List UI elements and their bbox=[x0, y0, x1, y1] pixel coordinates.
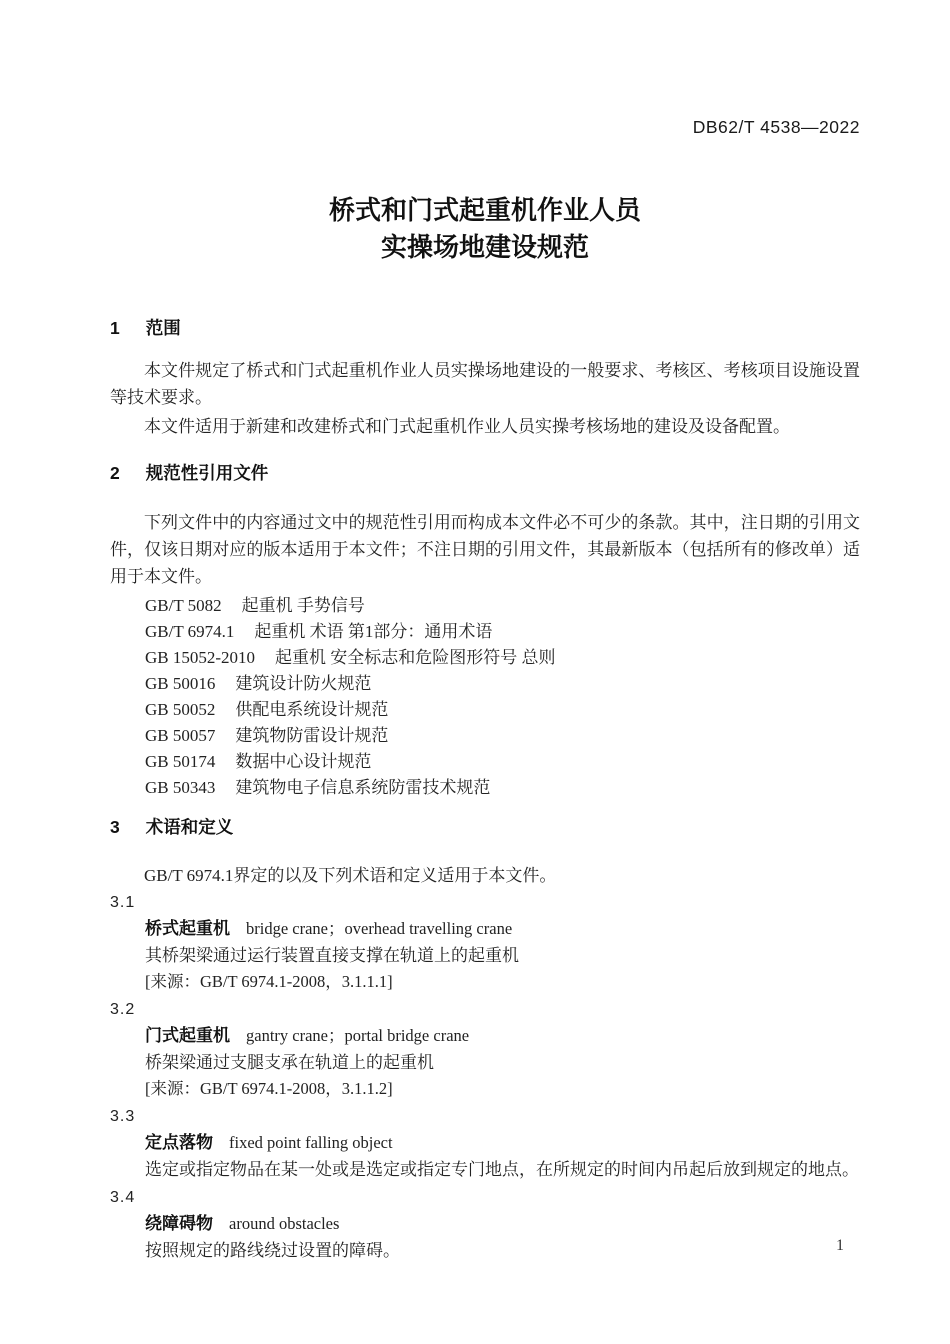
reference-title: 起重机 手势信号 bbox=[241, 596, 365, 615]
term-definition: 桥架梁通过支腿支承在轨道上的起重机 bbox=[145, 1053, 434, 1072]
term-definition: 选定或指定物品在某一处或是选定或指定专门地点，在所规定的时间内吊起后放到规定的地点。 bbox=[145, 1160, 859, 1179]
section-3-title: 术语和定义 bbox=[145, 817, 234, 837]
reference-title: 供配电系统设计规范 bbox=[235, 700, 389, 719]
reference-item bbox=[145, 619, 860, 645]
reference-title: 起重机 安全标志和危险图形符号 总则 bbox=[275, 648, 556, 667]
term-number: 3.3 bbox=[110, 1108, 136, 1125]
term-title bbox=[110, 1023, 860, 1050]
reference-code: GB 50052 bbox=[145, 700, 216, 719]
section-1-title: 范围 bbox=[145, 318, 181, 338]
term-en: fixed point falling object bbox=[229, 1133, 393, 1152]
term-zh: 绕障碍物 bbox=[145, 1214, 213, 1233]
term-en: around obstacles bbox=[229, 1214, 340, 1233]
reference-item bbox=[145, 775, 860, 801]
reference-code: GB 15052-2010 bbox=[145, 648, 256, 667]
term-number: 3.2 bbox=[110, 1001, 136, 1018]
reference-item bbox=[145, 749, 860, 775]
page-number: 1 bbox=[836, 1237, 844, 1254]
section-3-intro: GB/T 6974.1界定的以及下列术语和定义适用于本文件。 bbox=[144, 866, 557, 885]
reference-code: GB 50174 bbox=[145, 752, 216, 771]
term-number: 3.1 bbox=[110, 894, 136, 911]
term-en: gantry crane；portal bridge crane bbox=[246, 1026, 470, 1045]
term-number: 3.4 bbox=[110, 1189, 136, 1206]
page-content bbox=[110, 0, 860, 1264]
section-2-heading bbox=[110, 461, 860, 485]
document-title bbox=[110, 192, 860, 266]
reference-item bbox=[145, 697, 860, 723]
section-1-paragraph-1: 本文件规定了桥式和门式起重机作业人员实操场地建设的一般要求、考核区、考核项目设施设置等技术要求。 bbox=[110, 361, 860, 407]
section-2-number: 2 bbox=[110, 463, 120, 483]
reference-code: GB 50016 bbox=[145, 674, 216, 693]
reference-item bbox=[145, 723, 860, 749]
section-3-number: 3 bbox=[110, 817, 120, 837]
term-zh: 门式起重机 bbox=[145, 1026, 230, 1045]
reference-title: 数据中心设计规范 bbox=[235, 752, 372, 771]
term-title bbox=[110, 1211, 860, 1238]
reference-title: 起重机 术语 第1部分：通用术语 bbox=[254, 622, 493, 641]
reference-list bbox=[110, 593, 860, 801]
term-title bbox=[110, 1130, 860, 1157]
term-title bbox=[110, 916, 860, 943]
reference-item bbox=[145, 593, 860, 619]
reference-item bbox=[145, 671, 860, 697]
term-definition: 按照规定的路线绕过设置的障碍。 bbox=[145, 1241, 400, 1260]
section-3-heading bbox=[110, 815, 860, 839]
reference-code: GB 50057 bbox=[145, 726, 216, 745]
term-zh: 定点落物 bbox=[145, 1133, 213, 1152]
section-2-title: 规范性引用文件 bbox=[145, 463, 269, 483]
term-source: [来源：GB/T 6974.1-2008，3.1.1.2] bbox=[145, 1079, 393, 1098]
section-2-intro: 下列文件中的内容通过文中的规范性引用而构成本文件必不可少的条款。其中，注日期的引用文件，仅该日期对应的版本适用于本文件；不注日期的引用文件，其最新版本（包括所有的修改单）适用于本文件。 bbox=[110, 513, 860, 586]
document-title-line1: 桥式和门式起重机作业人员 bbox=[328, 195, 641, 225]
section-1-number: 1 bbox=[110, 318, 120, 338]
reference-code: GB/T 5082 bbox=[145, 596, 222, 615]
reference-code: GB/T 6974.1 bbox=[145, 622, 235, 641]
term-definition: 其桥架梁通过运行装置直接支撑在轨道上的起重机 bbox=[145, 946, 519, 965]
reference-title: 建筑物防雷设计规范 bbox=[235, 726, 389, 745]
document-title-line2: 实操场地建设规范 bbox=[380, 232, 589, 262]
reference-title: 建筑设计防火规范 bbox=[235, 674, 372, 693]
term-en: bridge crane；overhead travelling crane bbox=[246, 919, 513, 938]
term-zh: 桥式起重机 bbox=[145, 919, 230, 938]
term-source: [来源：GB/T 6974.1-2008，3.1.1.1] bbox=[145, 972, 393, 991]
reference-item bbox=[145, 645, 860, 671]
reference-title: 建筑物电子信息系统防雷技术规范 bbox=[235, 778, 491, 797]
doc-code: DB62/T 4538—2022 bbox=[692, 117, 860, 137]
section-1-heading bbox=[110, 316, 860, 340]
reference-code: GB 50343 bbox=[145, 778, 216, 797]
section-1-paragraph-2: 本文件适用于新建和改建桥式和门式起重机作业人员实操考核场地的建设及设备配置。 bbox=[144, 417, 790, 436]
